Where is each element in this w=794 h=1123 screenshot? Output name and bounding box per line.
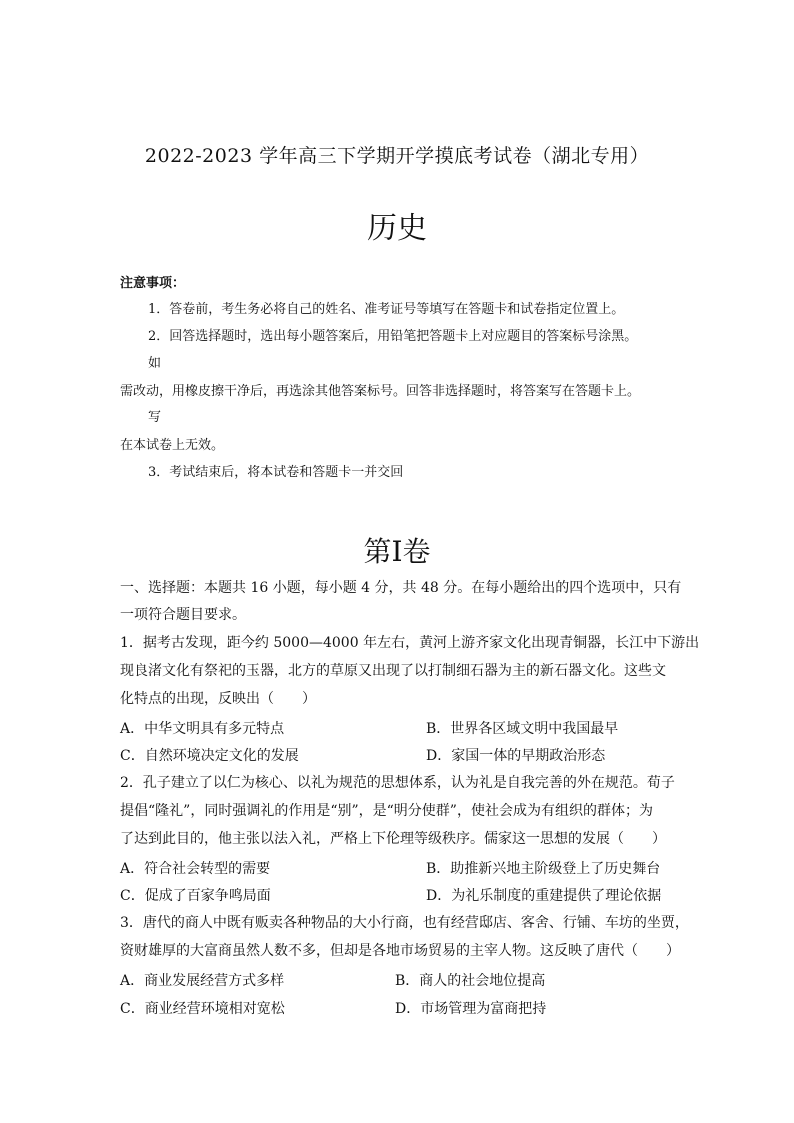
question-2-line-3: 了达到此目的，他主张以法入礼，严格上下伦理等级秩序。儒家这一思想的发展（ ）: [120, 831, 666, 847]
note-item-2-line-2: 如: [148, 356, 162, 371]
question-1-option-d: D．家国一体的早期政治形态: [426, 748, 606, 764]
note-item-1: 1．答卷前，考生务必将自己的姓名、准考证号等填写在答题卡和试卷指定位置上。: [148, 302, 625, 317]
section-title: 第Ⅰ卷: [363, 535, 431, 568]
question-1-option-a: A．中华文明具有多元特点: [120, 721, 285, 737]
subject-title: 历史: [367, 211, 427, 246]
question-3-line-2: 资财雄厚的大富商虽然人数不多，但却是各地市场贸易的主宰人物。这反映了唐代（ ）: [120, 943, 680, 959]
section-instruction-line-2: 一项符合题目要求。: [120, 607, 246, 623]
question-3-option-d: D．市场管理为富商把持: [395, 1001, 547, 1017]
question-1-option-c: C．自然环境决定文化的发展: [120, 748, 299, 764]
question-2-option-b: B．助推新兴地主阶级登上了历史舞台: [426, 861, 661, 877]
question-2-line-2: 提倡“隆礼”，同时强调礼的作用是“别”，是“明分使群”，使社会成为有组织的群体；为: [120, 803, 653, 819]
question-1-line-3: 化特点的出现，反映出（ ）: [120, 691, 316, 707]
question-2-line-1: 2．孔子建立了以仁为核心、以礼为规范的思想体系，认为礼是自我完善的外在规范。荀子: [120, 775, 675, 791]
exam-title: 2022-2023 学年高三下学期开学摸底考试卷（湖北专用）: [144, 145, 650, 167]
question-2-option-d: D．为礼乐制度的重建提供了理论依据: [426, 888, 662, 904]
section-instruction-line-1: 一、选择题：本题共 16 小题，每小题 4 分，共 48 分。在每小题给出的四个选项中，只有: [120, 580, 682, 596]
note-item-2-line-5: 在本试卷上无效。: [120, 438, 225, 453]
question-3-option-c: C．商业经营环境相对宽松: [120, 1001, 285, 1017]
question-1-line-1: 1．据考古发现，距今约 5000—4000 年左右，黄河上游齐家文化出现青铜器，长江中下游出: [120, 635, 700, 651]
question-3-line-1: 3．唐代的商人中既有贩卖各种物品的大小行商，也有经营邸店、客舍、行铺、车坊的坐贾，: [120, 915, 689, 931]
question-2-option-a: A．符合社会转型的需要: [120, 861, 271, 877]
notes-heading: 注意事项：: [120, 276, 186, 291]
question-2-option-c: C．促成了百家争鸣局面: [120, 888, 271, 904]
question-1-option-b: B．世界各区域文明中我国最早: [426, 721, 619, 737]
note-item-2-line-1: 2．回答选择题时，选出每小题答案后，用铅笔把答题卡上对应题目的答案标号涂黑。: [148, 329, 638, 344]
note-item-2-line-3: 需改动，用橡皮擦干净后，再选涂其他答案标号。回答非选择题时，将答案写在答题卡上。: [120, 384, 641, 399]
question-3-option-a: A．商业发展经营方式多样: [120, 973, 285, 989]
note-item-2-line-4: 写: [148, 410, 162, 425]
question-3-option-b: B．商人的社会地位提高: [395, 973, 546, 989]
question-1-line-2: 现良渚文化有祭祀的玉器，北方的草原又出现了以打制细石器为主的新石器文化。这些文: [120, 663, 666, 679]
note-item-3: 3．考试结束后，将本试卷和答题卡一并交回: [148, 465, 404, 480]
